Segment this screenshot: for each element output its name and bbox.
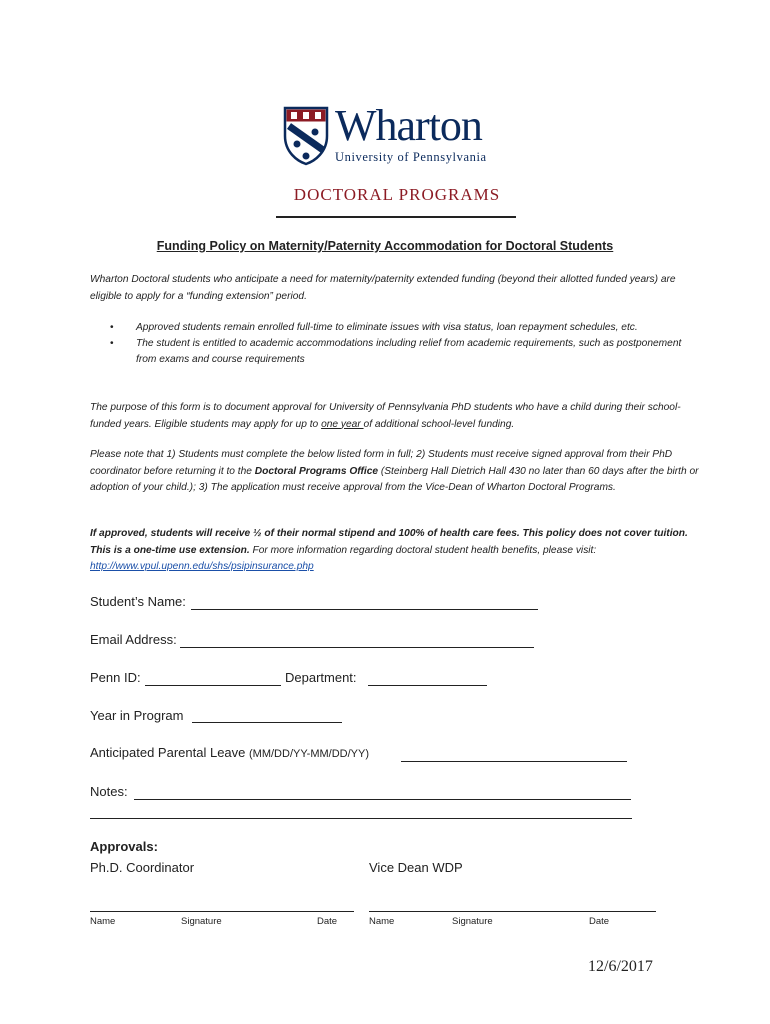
note-paragraph: Please note that 1) Students must complete the below listed form in full; 2) Students must receive signed approval from their PhD coordinator before returning it to the Doctoral Programs Office (Steinberg Hall Dietrich Hall 430 no later than 60 days after the birth or adoption of your child.); 3) The application must receive approval from the Vice-Dean of Wharton Doctoral Programs.: [90, 449, 699, 493]
coordinator-date-caption: Date: [317, 916, 338, 927]
phd-coordinator-label: Ph.D. Coordinator: [90, 860, 195, 875]
vice-dean-date-caption: Date: [589, 916, 610, 927]
header-divider: [276, 216, 516, 218]
doctoral-programs-heading: DOCTORAL PROGRAMS: [293, 185, 501, 204]
penn-id-field[interactable]: [145, 685, 281, 686]
purpose-paragraph: The purpose of this form is to document approval for University of Pennsylvania PhD students who have a child during their school-funded years. Eligible students may apply for up to one year of additional school-level funding.: [90, 402, 681, 430]
year-in-program-field[interactable]: [192, 722, 342, 723]
university-name: University of Pennsylvania: [335, 150, 487, 164]
vice-dean-signature-line[interactable]: [369, 911, 656, 912]
approval-terms: If approved, students will receive ½ of their normal stipend and 100% of health care fees. This policy does not cover tuition. This is a one-time use extension.: [90, 528, 688, 556]
doctoral-office-text: Doctoral Programs Office: [254, 465, 379, 477]
wharton-logo: [283, 101, 523, 168]
coordinator-signature-caption: Signature: [181, 916, 222, 927]
bullet-item: • The student is entitled to academic accommodations including relief from academic requirements, such as postponement from exams and course requirements: [110, 338, 682, 365]
health-insurance-link[interactable]: http://www.vpul.upenn.edu/shs/psipinsurance.php: [90, 561, 314, 572]
penn-shield-icon: [283, 106, 329, 166]
vice-dean-signature-caption: Signature: [452, 916, 493, 927]
department-field[interactable]: [368, 685, 487, 686]
approvals-heading: Approvals:: [90, 839, 158, 854]
document-title: Funding Policy on Maternity/Paternity Accommodation for Doctoral Students: [156, 239, 614, 253]
vice-dean-name-caption: Name: [369, 916, 395, 927]
vice-dean-label: Vice Dean WDP: [369, 860, 463, 875]
coordinator-name-caption: Name: [90, 916, 116, 927]
email-field[interactable]: [180, 647, 534, 648]
coordinator-signature-line[interactable]: [90, 911, 354, 912]
wharton-wordmark: Wharton: [335, 101, 482, 150]
parental-leave-field[interactable]: [401, 761, 627, 762]
approval-info-paragraph: If approved, students will receive ½ of their normal stipend and 100% of health care fees. This policy does not cover tuition. This is a one-time use extension. For more information regarding doctoral student health benefits, please visit: http://www.vpul.upenn.edu/shs/psipinsurance.php: [90, 528, 688, 572]
date-format-hint: (MM/DD/YY-MM/DD/YY): [249, 748, 369, 760]
notes-label: Notes:: [90, 784, 128, 799]
intro-paragraph: Wharton Doctoral students who anticipate a need for maternity/paternity extended funding (beyond their allotted funded years) are eligible to apply for a “funding extension” period.: [90, 274, 676, 302]
year-in-program-label: Year in Program: [90, 708, 184, 723]
bullet-icon: •: [110, 338, 114, 349]
parental-leave-label: Anticipated Parental Leave (MM/DD/YY-MM/DD/YY): [90, 745, 369, 760]
footer-date: 12/6/2017: [588, 958, 653, 975]
student-name-label: Student’s Name:: [90, 594, 186, 609]
bullet-item: • Approved students remain enrolled full-time to eliminate issues with visa status, loan repayment schedules, etc.: [110, 320, 690, 336]
bullet-icon: •: [110, 322, 114, 333]
one-year-text: one year: [321, 418, 364, 430]
penn-id-label: Penn ID:: [90, 670, 141, 685]
department-label: Department:: [285, 670, 357, 685]
notes-field-line-2[interactable]: [90, 818, 632, 819]
email-label: Email Address:: [90, 632, 177, 647]
eligibility-bullets: [110, 320, 690, 368]
notes-field-line-1[interactable]: [134, 799, 631, 800]
student-name-field[interactable]: [191, 609, 538, 610]
